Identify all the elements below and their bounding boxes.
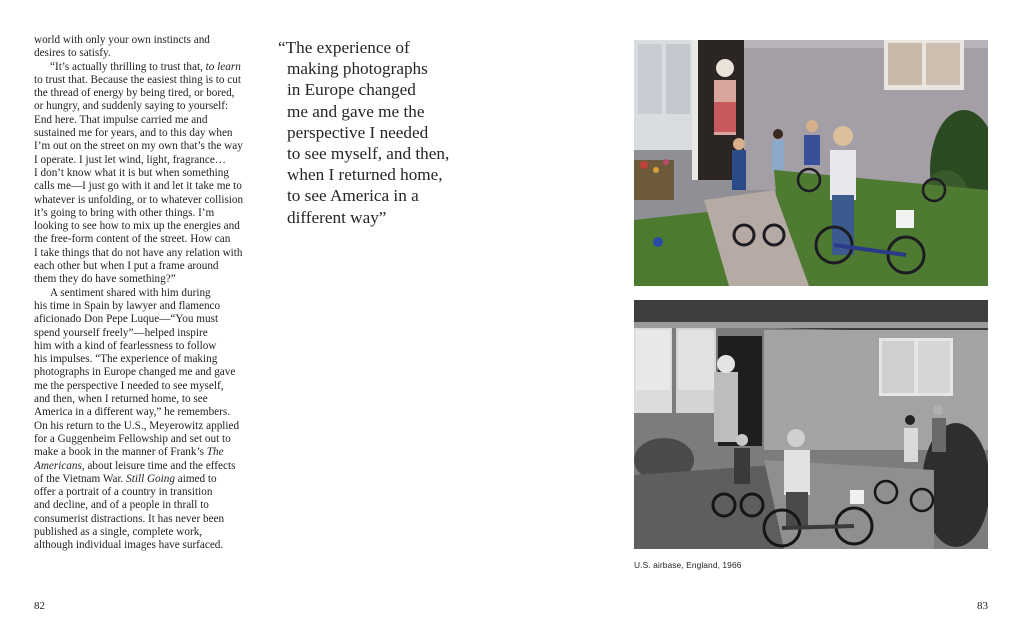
body-line: desires to satisfy. xyxy=(34,47,111,60)
body-line: End here. That impulse carried me and xyxy=(34,113,208,126)
color-photo-image xyxy=(634,40,988,286)
pull-quote-line: making photographs xyxy=(287,59,428,79)
body-line: make a book in the manner of Frank’s The xyxy=(34,446,224,459)
body-line: his impulses. “The experience of making xyxy=(34,353,218,366)
body-line: looking to see how to mix up the energies and xyxy=(34,220,240,233)
body-line: him with a kind of fearlessness to follow xyxy=(34,339,217,352)
body-line: calls me—I just go with it and let it take me to xyxy=(34,180,242,193)
color-photo xyxy=(634,40,988,286)
body-line: On his return to the U.S., Meyerowitz applied xyxy=(34,419,240,432)
body-line: “It’s actually thrilling to trust that, to learn xyxy=(50,60,241,73)
body-line: world with only your own instincts and xyxy=(34,34,210,46)
pull-quote-line: when I returned home, xyxy=(287,165,443,185)
body-line: of the Vietnam War. Still Going aimed to xyxy=(34,472,217,485)
body-line: the free-form content of the street. How can xyxy=(34,233,231,246)
body-line: it’s going to bring with other things. I’m xyxy=(34,206,215,219)
body-line: them they do have something?” xyxy=(34,273,176,286)
body-line: to trust that. Because the easiest thing is to cut xyxy=(34,73,241,86)
body-line: for a Guggenheim Fellowship and set out to xyxy=(34,432,231,445)
pull-quote-line: in Europe changed xyxy=(287,80,416,100)
page-number-left: 82 xyxy=(34,600,45,612)
body-line: and then, when I returned home, to see xyxy=(34,393,208,406)
body-line: America in a different way,” he remembers. xyxy=(34,406,230,419)
body-line: although individual images have surfaced. xyxy=(34,539,224,552)
body-text-column xyxy=(34,34,250,553)
body-line: each other but when I put a frame around xyxy=(34,260,219,273)
pull-quote-line: me and gave me the xyxy=(287,101,425,121)
body-line: consumerist distractions. It has never been xyxy=(34,512,225,525)
body-line: I operate. I just let wind, light, fragrance… xyxy=(34,153,226,166)
body-line: sustained me for years, and to this day when xyxy=(34,127,233,140)
body-line: aficionado Don Pepe Luque—“You must xyxy=(34,313,219,326)
body-line: I don’t know what it is but when something xyxy=(34,166,229,179)
body-line: me the perspective I needed to see myself, xyxy=(34,379,224,392)
body-line: his time in Spain by lawyer and flamenco xyxy=(34,299,221,312)
pull-quote-line: “The experience of xyxy=(278,38,410,57)
body-line: A sentiment shared with him during xyxy=(50,286,211,299)
body-line: the thread of energy by being tired, or bored, xyxy=(34,87,235,100)
body-line: published as a single, complete work, xyxy=(34,525,203,538)
body-line: or hungry, and suddenly saying to yourself: xyxy=(34,100,229,113)
pull-quote-line: to see America in a xyxy=(287,186,419,206)
body-line: whatever is unfolding, or to whatever collision xyxy=(34,193,244,206)
body-line: I’m out on the street on my own that’s the way xyxy=(34,140,243,153)
pull-quote-line: perspective I needed xyxy=(287,122,429,142)
pull-quote-line: different way” xyxy=(287,207,387,227)
bw-photo xyxy=(634,300,988,549)
body-line: spend yourself freely”—helped inspire xyxy=(34,326,208,339)
page-number-right: 83 xyxy=(977,600,988,612)
body-line: photographs in Europe changed me and gave xyxy=(34,366,236,379)
pull-quote xyxy=(278,37,487,228)
pull-quote-line: to see myself, and then, xyxy=(287,144,450,164)
photo-caption: U.S. airbase, England, 1966 xyxy=(634,560,742,570)
body-line: offer a portrait of a country in transition xyxy=(34,486,213,499)
body-line: and decline, and of a people in thrall to xyxy=(34,499,209,512)
body-line: I take things that do not have any relation with xyxy=(34,246,243,259)
bw-photo-image xyxy=(634,300,988,549)
body-line: Americans, about leisure time and the effects xyxy=(34,459,236,472)
